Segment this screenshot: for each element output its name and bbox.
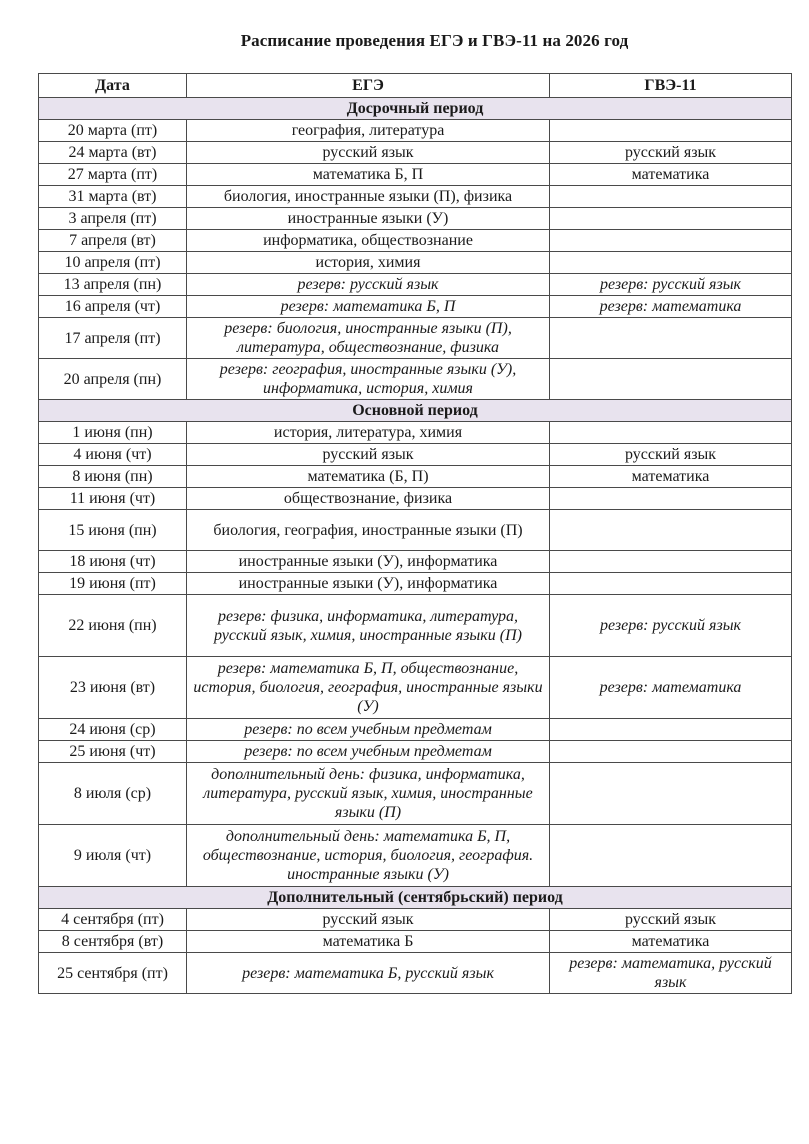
section-header-row xyxy=(39,98,792,120)
date-cell: 31 марта (вт) xyxy=(39,186,187,208)
ege-cell: дополнительный день: математика Б, П, обществознание, история, биология, география. иностранные языки (У) xyxy=(187,825,550,887)
gve-cell xyxy=(550,208,792,230)
date-cell: 8 июля (ср) xyxy=(39,763,187,825)
date-cell: 7 апреля (вт) xyxy=(39,230,187,252)
ege-cell: резерв: русский язык xyxy=(187,274,550,296)
gve-cell xyxy=(550,573,792,595)
gve-cell: русский язык xyxy=(550,444,792,466)
date-cell: 22 июня (пн) xyxy=(39,595,187,657)
table-row xyxy=(39,120,792,142)
section-title: Дополнительный (сентябрьский) период xyxy=(39,887,792,909)
ege-cell: информатика, обществознание xyxy=(187,230,550,252)
gve-cell xyxy=(550,741,792,763)
section-title: Досрочный период xyxy=(39,98,792,120)
table-row xyxy=(39,186,792,208)
date-cell: 16 апреля (чт) xyxy=(39,296,187,318)
table-row xyxy=(39,359,792,400)
gve-cell xyxy=(550,763,792,825)
ege-cell: география, литература xyxy=(187,120,550,142)
date-cell: 27 марта (пт) xyxy=(39,164,187,186)
gve-cell xyxy=(550,488,792,510)
date-cell: 4 июня (чт) xyxy=(39,444,187,466)
date-cell: 3 апреля (пт) xyxy=(39,208,187,230)
gve-cell: математика xyxy=(550,466,792,488)
section-header-row xyxy=(39,400,792,422)
gve-cell: резерв: математика xyxy=(550,657,792,719)
gve-cell xyxy=(550,318,792,359)
date-cell: 10 апреля (пт) xyxy=(39,252,187,274)
ege-cell: история, литература, химия xyxy=(187,422,550,444)
ege-cell: резерв: математика Б, русский язык xyxy=(187,953,550,994)
gve-cell xyxy=(550,230,792,252)
gve-cell: резерв: русский язык xyxy=(550,595,792,657)
gve-cell xyxy=(550,825,792,887)
ege-cell: математика (Б, П) xyxy=(187,466,550,488)
gve-cell xyxy=(550,719,792,741)
ege-cell: биология, иностранные языки (П), физика xyxy=(187,186,550,208)
ege-cell: биология, география, иностранные языки (П) xyxy=(187,510,550,551)
gve-cell: резерв: русский язык xyxy=(550,274,792,296)
date-cell: 4 сентября (пт) xyxy=(39,909,187,931)
gve-cell xyxy=(550,120,792,142)
ege-cell: резерв: математика Б, П, обществознание, история, биология, география, иностранные языки (У) xyxy=(187,657,550,719)
gve-cell xyxy=(550,551,792,573)
date-cell: 1 июня (пн) xyxy=(39,422,187,444)
section-title: Основной период xyxy=(39,400,792,422)
gve-cell: резерв: математика, русский язык xyxy=(550,953,792,994)
date-cell: 24 марта (вт) xyxy=(39,142,187,164)
table-row xyxy=(39,595,792,657)
column-header-ege: ЕГЭ xyxy=(187,74,550,98)
table-row xyxy=(39,510,792,551)
table-row xyxy=(39,931,792,953)
gve-cell xyxy=(550,359,792,400)
table-row xyxy=(39,444,792,466)
ege-cell: резерв: биология, иностранные языки (П), литература, обществознание, физика xyxy=(187,318,550,359)
date-cell: 18 июня (чт) xyxy=(39,551,187,573)
date-cell: 15 июня (пн) xyxy=(39,510,187,551)
date-cell: 11 июня (чт) xyxy=(39,488,187,510)
section-header-row xyxy=(39,887,792,909)
schedule-table xyxy=(38,73,792,994)
gve-cell: резерв: математика xyxy=(550,296,792,318)
table-row xyxy=(39,296,792,318)
ege-cell: резерв: математика Б, П xyxy=(187,296,550,318)
table-row xyxy=(39,741,792,763)
date-cell: 8 сентября (вт) xyxy=(39,931,187,953)
ege-cell: резерв: по всем учебным предметам xyxy=(187,741,550,763)
table-row xyxy=(39,909,792,931)
table-row xyxy=(39,274,792,296)
date-cell: 8 июня (пн) xyxy=(39,466,187,488)
table-row xyxy=(39,551,792,573)
table-row xyxy=(39,318,792,359)
table-row xyxy=(39,825,792,887)
table-row xyxy=(39,208,792,230)
ege-cell: русский язык xyxy=(187,444,550,466)
ege-cell: математика Б xyxy=(187,931,550,953)
gve-cell xyxy=(550,252,792,274)
date-cell: 25 сентября (пт) xyxy=(39,953,187,994)
table-row xyxy=(39,422,792,444)
date-cell: 24 июня (ср) xyxy=(39,719,187,741)
ege-cell: резерв: география, иностранные языки (У), информатика, история, химия xyxy=(187,359,550,400)
ege-cell: дополнительный день: физика, информатика, литература, русский язык, химия, иностранные языки (П) xyxy=(187,763,550,825)
column-header-date: Дата xyxy=(39,74,187,98)
gve-cell xyxy=(550,510,792,551)
table-row xyxy=(39,252,792,274)
gve-cell xyxy=(550,422,792,444)
date-cell: 25 июня (чт) xyxy=(39,741,187,763)
table-row xyxy=(39,230,792,252)
table-row xyxy=(39,953,792,994)
date-cell: 20 апреля (пн) xyxy=(39,359,187,400)
gve-cell: математика xyxy=(550,931,792,953)
gve-cell: русский язык xyxy=(550,909,792,931)
table-row xyxy=(39,719,792,741)
header-row xyxy=(39,74,792,98)
ege-cell: иностранные языки (У) xyxy=(187,208,550,230)
table-row xyxy=(39,142,792,164)
ege-cell: обществознание, физика xyxy=(187,488,550,510)
date-cell: 13 апреля (пн) xyxy=(39,274,187,296)
date-cell: 20 марта (пт) xyxy=(39,120,187,142)
page-title: Расписание проведения ЕГЭ и ГВЭ-11 на 2026 год xyxy=(240,31,629,50)
column-header-gve: ГВЭ-11 xyxy=(550,74,792,98)
date-cell: 17 апреля (пт) xyxy=(39,318,187,359)
table-row xyxy=(39,763,792,825)
gve-cell xyxy=(550,186,792,208)
table-row xyxy=(39,164,792,186)
table-row xyxy=(39,466,792,488)
ege-cell: история, химия xyxy=(187,252,550,274)
date-cell: 9 июля (чт) xyxy=(39,825,187,887)
date-cell: 23 июня (вт) xyxy=(39,657,187,719)
ege-cell: резерв: по всем учебным предметам xyxy=(187,719,550,741)
table-row xyxy=(39,657,792,719)
date-cell: 19 июня (пт) xyxy=(39,573,187,595)
ege-cell: резерв: физика, информатика, литература, русский язык, химия, иностранные языки (П) xyxy=(187,595,550,657)
ege-cell: иностранные языки (У), информатика xyxy=(187,551,550,573)
ege-cell: иностранные языки (У), информатика xyxy=(187,573,550,595)
schedule-body xyxy=(39,98,792,994)
ege-cell: математика Б, П xyxy=(187,164,550,186)
table-row xyxy=(39,573,792,595)
table-row xyxy=(39,488,792,510)
gve-cell: математика xyxy=(550,164,792,186)
gve-cell: русский язык xyxy=(550,142,792,164)
ege-cell: русский язык xyxy=(187,142,550,164)
ege-cell: русский язык xyxy=(187,909,550,931)
